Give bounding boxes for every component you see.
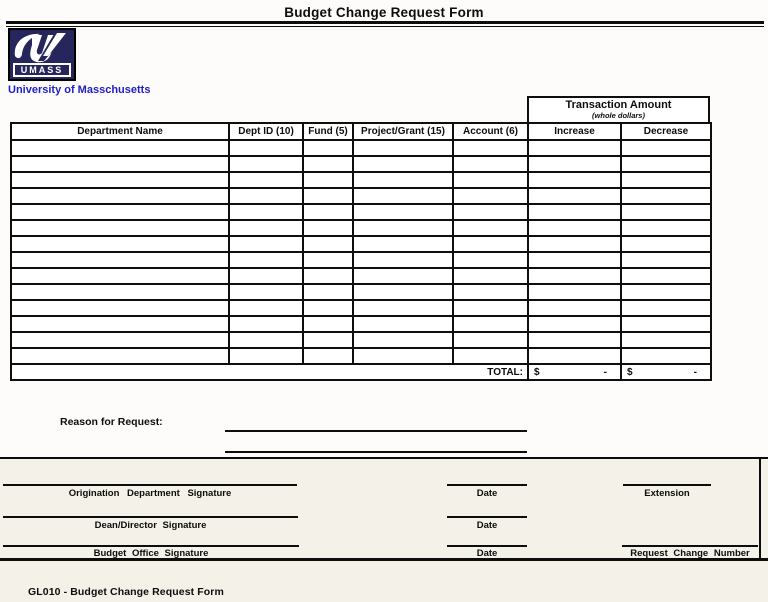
- blank-row: [11, 268, 711, 284]
- blank-cell[interactable]: [453, 252, 528, 268]
- page-title: Budget Change Request Form: [284, 5, 484, 20]
- blank-cell[interactable]: [353, 236, 453, 252]
- blank-cell[interactable]: [229, 140, 303, 156]
- blank-cell[interactable]: [621, 284, 711, 300]
- blank-cell[interactable]: [528, 268, 621, 284]
- blank-cell[interactable]: [229, 268, 303, 284]
- blank-cell[interactable]: [11, 252, 229, 268]
- blank-cell[interactable]: [353, 188, 453, 204]
- reason-line-2[interactable]: [225, 451, 527, 453]
- extension-line[interactable]: [623, 484, 711, 486]
- signature-section-right-border: [759, 457, 761, 561]
- blank-cell[interactable]: [453, 204, 528, 220]
- total-decrease-value: -: [693, 366, 697, 378]
- blank-row: [11, 300, 711, 316]
- blank-cell[interactable]: [453, 188, 528, 204]
- blank-cell[interactable]: [11, 268, 229, 284]
- signature-section-top-rule: [0, 457, 768, 459]
- blank-cell[interactable]: [528, 172, 621, 188]
- col-header-decrease: Decrease: [621, 123, 711, 140]
- total-increase-value: -: [603, 366, 607, 378]
- blank-cell[interactable]: [303, 348, 353, 364]
- transaction-amount-subtitle: (whole dollars): [592, 111, 645, 120]
- blank-cell[interactable]: [229, 236, 303, 252]
- blank-cell[interactable]: [303, 140, 353, 156]
- blank-cell[interactable]: [621, 220, 711, 236]
- blank-cell[interactable]: [453, 268, 528, 284]
- blank-cell[interactable]: [229, 316, 303, 332]
- dean-director-signature-label: Dean/Director Signature: [94, 520, 207, 531]
- transaction-amount-header: [527, 96, 710, 124]
- request-change-number-line[interactable]: [622, 545, 758, 547]
- blank-row: [11, 348, 711, 364]
- blank-cell[interactable]: [303, 188, 353, 204]
- table-body: [11, 140, 711, 364]
- budget-table: [10, 122, 712, 381]
- blank-row: [11, 204, 711, 220]
- total-decrease-cell[interactable]: [621, 364, 711, 380]
- blank-cell[interactable]: [621, 236, 711, 252]
- umass-logo: [8, 28, 76, 81]
- blank-cell[interactable]: [528, 188, 621, 204]
- blank-cell[interactable]: [229, 172, 303, 188]
- title-divider-thick: [6, 21, 764, 24]
- blank-cell[interactable]: [303, 172, 353, 188]
- blank-cell[interactable]: [303, 332, 353, 348]
- blank-cell[interactable]: [229, 284, 303, 300]
- blank-cell[interactable]: [229, 188, 303, 204]
- blank-cell[interactable]: [353, 204, 453, 220]
- form-id-footer: GL010 - Budget Change Request Form: [28, 586, 224, 598]
- total-increase-currency: $: [534, 366, 540, 378]
- col-header-account: Account (6): [453, 123, 528, 140]
- blank-cell[interactable]: [11, 236, 229, 252]
- blank-cell[interactable]: [453, 172, 528, 188]
- total-row: [11, 364, 711, 380]
- blank-cell[interactable]: [528, 140, 621, 156]
- blank-cell[interactable]: [353, 252, 453, 268]
- dean-director-signature-line[interactable]: [3, 516, 298, 518]
- total-label: TOTAL:: [11, 364, 528, 380]
- blank-cell[interactable]: [229, 156, 303, 172]
- blank-cell[interactable]: [353, 156, 453, 172]
- title-divider-thin: [6, 26, 764, 27]
- blank-cell[interactable]: [528, 204, 621, 220]
- blank-cell[interactable]: [453, 284, 528, 300]
- extension-label: Extension: [644, 488, 690, 499]
- blank-row: [11, 220, 711, 236]
- reason-line-1[interactable]: [225, 430, 527, 432]
- blank-cell[interactable]: [11, 300, 229, 316]
- blank-row: [11, 316, 711, 332]
- col-header-increase: Increase: [528, 123, 621, 140]
- budget-office-signature-label: Budget Office Signature: [93, 548, 209, 559]
- umass-swoosh-icon: [10, 30, 74, 64]
- blank-row: [11, 284, 711, 300]
- blank-cell[interactable]: [453, 332, 528, 348]
- blank-cell[interactable]: [303, 236, 353, 252]
- blank-row: [11, 156, 711, 172]
- blank-row: [11, 172, 711, 188]
- blank-cell[interactable]: [303, 268, 353, 284]
- budget-office-signature-line[interactable]: [3, 545, 299, 547]
- blank-cell[interactable]: [453, 236, 528, 252]
- transaction-amount-title: Transaction Amount: [565, 99, 672, 111]
- blank-cell[interactable]: [229, 348, 303, 364]
- blank-cell[interactable]: [453, 316, 528, 332]
- institution-name: University of Masschusetts: [8, 84, 151, 96]
- budget-office-date-line[interactable]: [447, 545, 527, 547]
- blank-cell[interactable]: [621, 316, 711, 332]
- blank-cell[interactable]: [453, 220, 528, 236]
- blank-cell[interactable]: [303, 156, 353, 172]
- origination-date-line[interactable]: [447, 484, 527, 486]
- blank-cell[interactable]: [353, 284, 453, 300]
- origination-date-label: Date: [476, 488, 498, 499]
- umass-wordmark: UMASS: [13, 63, 71, 77]
- blank-cell[interactable]: [353, 220, 453, 236]
- blank-cell[interactable]: [528, 348, 621, 364]
- column-header-row: [11, 123, 711, 140]
- blank-cell[interactable]: [528, 236, 621, 252]
- blank-cell[interactable]: [621, 348, 711, 364]
- blank-cell[interactable]: [229, 332, 303, 348]
- blank-row: [11, 332, 711, 348]
- blank-cell[interactable]: [303, 204, 353, 220]
- blank-cell[interactable]: [621, 252, 711, 268]
- total-decrease-currency: $: [627, 366, 633, 378]
- blank-cell[interactable]: [621, 300, 711, 316]
- origination-signature-line[interactable]: [3, 484, 297, 486]
- blank-cell[interactable]: [11, 284, 229, 300]
- blank-cell[interactable]: [453, 156, 528, 172]
- blank-cell[interactable]: [528, 332, 621, 348]
- reason-for-request-label: Reason for Request:: [60, 416, 163, 428]
- blank-cell[interactable]: [528, 300, 621, 316]
- blank-cell[interactable]: [353, 316, 453, 332]
- blank-row: [11, 236, 711, 252]
- blank-cell[interactable]: [11, 220, 229, 236]
- blank-cell[interactable]: [11, 140, 229, 156]
- blank-cell[interactable]: [621, 332, 711, 348]
- blank-cell[interactable]: [621, 140, 711, 156]
- blank-cell[interactable]: [11, 172, 229, 188]
- blank-cell[interactable]: [353, 300, 453, 316]
- blank-cell[interactable]: [11, 156, 229, 172]
- blank-cell[interactable]: [621, 268, 711, 284]
- blank-cell[interactable]: [353, 140, 453, 156]
- col-header-fund: Fund (5): [303, 123, 353, 140]
- blank-cell[interactable]: [11, 188, 229, 204]
- col-header-dept-id: Dept ID (10): [229, 123, 303, 140]
- blank-cell[interactable]: [353, 172, 453, 188]
- blank-cell[interactable]: [353, 332, 453, 348]
- blank-row: [11, 252, 711, 268]
- blank-cell[interactable]: [353, 268, 453, 284]
- blank-cell[interactable]: [528, 284, 621, 300]
- blank-cell[interactable]: [229, 300, 303, 316]
- blank-cell[interactable]: [303, 252, 353, 268]
- blank-cell[interactable]: [453, 140, 528, 156]
- blank-cell[interactable]: [621, 156, 711, 172]
- blank-row: [11, 140, 711, 156]
- total-increase-cell[interactable]: [528, 364, 621, 380]
- blank-cell[interactable]: [528, 220, 621, 236]
- blank-cell[interactable]: [229, 252, 303, 268]
- blank-cell[interactable]: [528, 156, 621, 172]
- blank-cell[interactable]: [353, 348, 453, 364]
- blank-cell[interactable]: [303, 300, 353, 316]
- blank-cell[interactable]: [621, 188, 711, 204]
- blank-cell[interactable]: [621, 204, 711, 220]
- blank-cell[interactable]: [11, 332, 229, 348]
- blank-cell[interactable]: [303, 316, 353, 332]
- request-change-number-label: Request Change Number: [630, 548, 750, 559]
- blank-row: [11, 188, 711, 204]
- blank-cell[interactable]: [453, 300, 528, 316]
- blank-cell[interactable]: [528, 316, 621, 332]
- blank-cell[interactable]: [453, 348, 528, 364]
- blank-cell[interactable]: [11, 348, 229, 364]
- blank-cell[interactable]: [303, 220, 353, 236]
- blank-cell[interactable]: [229, 204, 303, 220]
- blank-cell[interactable]: [528, 252, 621, 268]
- dean-director-date-line[interactable]: [447, 516, 527, 518]
- blank-cell[interactable]: [11, 316, 229, 332]
- blank-cell[interactable]: [303, 284, 353, 300]
- col-header-project-grant: Project/Grant (15): [353, 123, 453, 140]
- blank-cell[interactable]: [11, 204, 229, 220]
- origination-signature-label: Origination Department Signature: [68, 488, 232, 499]
- blank-cell[interactable]: [621, 172, 711, 188]
- col-header-department-name: Department Name: [11, 123, 229, 140]
- dean-director-date-label: Date: [476, 520, 498, 531]
- blank-cell[interactable]: [229, 220, 303, 236]
- budget-office-date-label: Date: [476, 548, 498, 559]
